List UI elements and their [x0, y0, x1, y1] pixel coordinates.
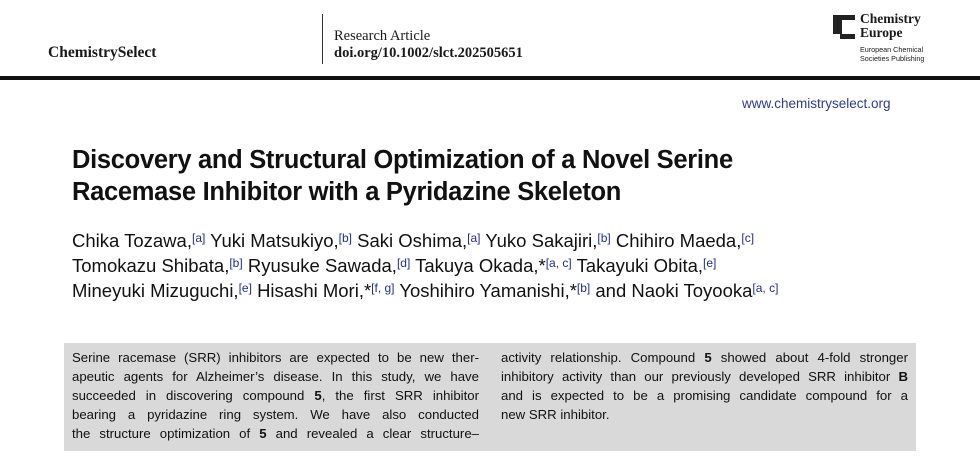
abstract-text: activity relationship. Compound: [501, 350, 696, 365]
compound-ref: 5: [704, 350, 712, 365]
author-affiliation[interactable]: [d]: [396, 256, 411, 270]
abstract-text: showed about 4-fold stronger: [711, 350, 908, 365]
journal-name: ChemistrySelect: [48, 44, 157, 61]
author-affiliation[interactable]: [a, c]: [545, 256, 572, 270]
author-name: Tomokazu Shibata,: [72, 255, 230, 276]
author-list: [72, 228, 932, 303]
abstract-line: [501, 367, 908, 386]
author-name: Takuya Okada,*: [415, 255, 546, 276]
author-line-3: [72, 278, 932, 303]
author-affiliation[interactable]: [a, c]: [752, 281, 779, 295]
compound-ref: 5: [259, 426, 267, 441]
author-affiliation[interactable]: [c]: [741, 231, 755, 245]
author-line-1: [72, 228, 932, 253]
abstract-text: succeeded in discovering compound: [72, 388, 305, 403]
title-line-2: Racemase Inhibitor with a Pyridazine Skeleton: [72, 178, 622, 206]
abstract-text: , the first SRR inhibitor: [321, 388, 479, 403]
abstract-text: the structure optimization of: [72, 426, 251, 441]
author-affiliation[interactable]: [b]: [576, 281, 591, 295]
compound-ref: B: [898, 369, 908, 384]
abstract-line: [72, 386, 479, 405]
publisher-sub-line1: European Chemical: [860, 45, 924, 54]
abstract-line: Serine racemase (SRR) inhibitors are expected to be new ther-: [72, 350, 479, 365]
abstract-right-column: [501, 348, 908, 424]
abstract-line: [72, 424, 479, 443]
author-name: Hisashi Mori,*: [257, 280, 372, 301]
chemistry-europe-logo-icon: [833, 15, 855, 39]
author-affiliation[interactable]: [f, g]: [371, 281, 395, 295]
doi-link[interactable]: doi.org/10.1002/slct.202505651: [334, 45, 523, 61]
author-name: and Naoki Toyooka: [595, 280, 753, 301]
publisher-name-line2: Europe: [860, 25, 903, 40]
author-affiliation[interactable]: [a]: [467, 231, 481, 245]
author-name: Yoshihiro Yamanishi,*: [399, 280, 577, 301]
author-name: Chihiro Maeda,: [615, 230, 742, 251]
compound-ref: 5: [314, 388, 322, 403]
abstract-line: [501, 348, 908, 367]
abstract-left-column: [72, 348, 479, 443]
abstract-line: apeutic agents for Alzheimer’s disease. In this study, we have: [72, 369, 479, 384]
abstract-line: new SRR inhibitor.: [501, 407, 610, 422]
author-name: Mineyuki Mizuguchi,: [72, 280, 239, 301]
header-rule: [0, 76, 980, 80]
publisher-name-line1: Chemistry: [860, 11, 921, 26]
publisher-name: [860, 12, 921, 40]
abstract-line: and is expected to be a promising candidate compound for a: [501, 388, 908, 403]
article-title: [72, 144, 892, 208]
author-affiliation[interactable]: [b]: [338, 231, 353, 245]
author-affiliation[interactable]: [e]: [703, 256, 717, 270]
author-affiliation[interactable]: [b]: [597, 231, 611, 245]
article-type: Research Article: [334, 28, 431, 44]
author-name: Chika Tozawa,: [72, 230, 192, 251]
header-divider: [322, 14, 323, 64]
author-affiliation[interactable]: [b]: [229, 256, 243, 270]
title-line-1: Discovery and Structural Optimization of a Novel Serine: [72, 146, 733, 174]
author-name: Takayuki Obita,: [576, 255, 704, 276]
author-name: Saki Oshima,: [357, 230, 468, 251]
publisher-subtitle: [860, 45, 924, 63]
author-line-2: [72, 253, 932, 278]
author-name: Ryusuke Sawada,: [247, 255, 397, 276]
author-name: Yuko Sakajiri,: [485, 230, 598, 251]
author-affiliation[interactable]: [a]: [191, 231, 206, 245]
abstract-line: bearing a pyridazine ring system. We have also conducted: [72, 407, 479, 422]
author-affiliation[interactable]: [e]: [238, 281, 252, 295]
publisher-sub-line2: Societies Publishing: [860, 54, 925, 63]
website-link[interactable]: www.chemistryselect.org: [742, 96, 891, 111]
abstract-text: and revealed a clear structure–: [266, 426, 479, 441]
abstract-text: inhibitory activity than our previously developed SRR inhibitor: [501, 369, 891, 384]
author-name: Yuki Matsukiyo,: [210, 230, 339, 251]
